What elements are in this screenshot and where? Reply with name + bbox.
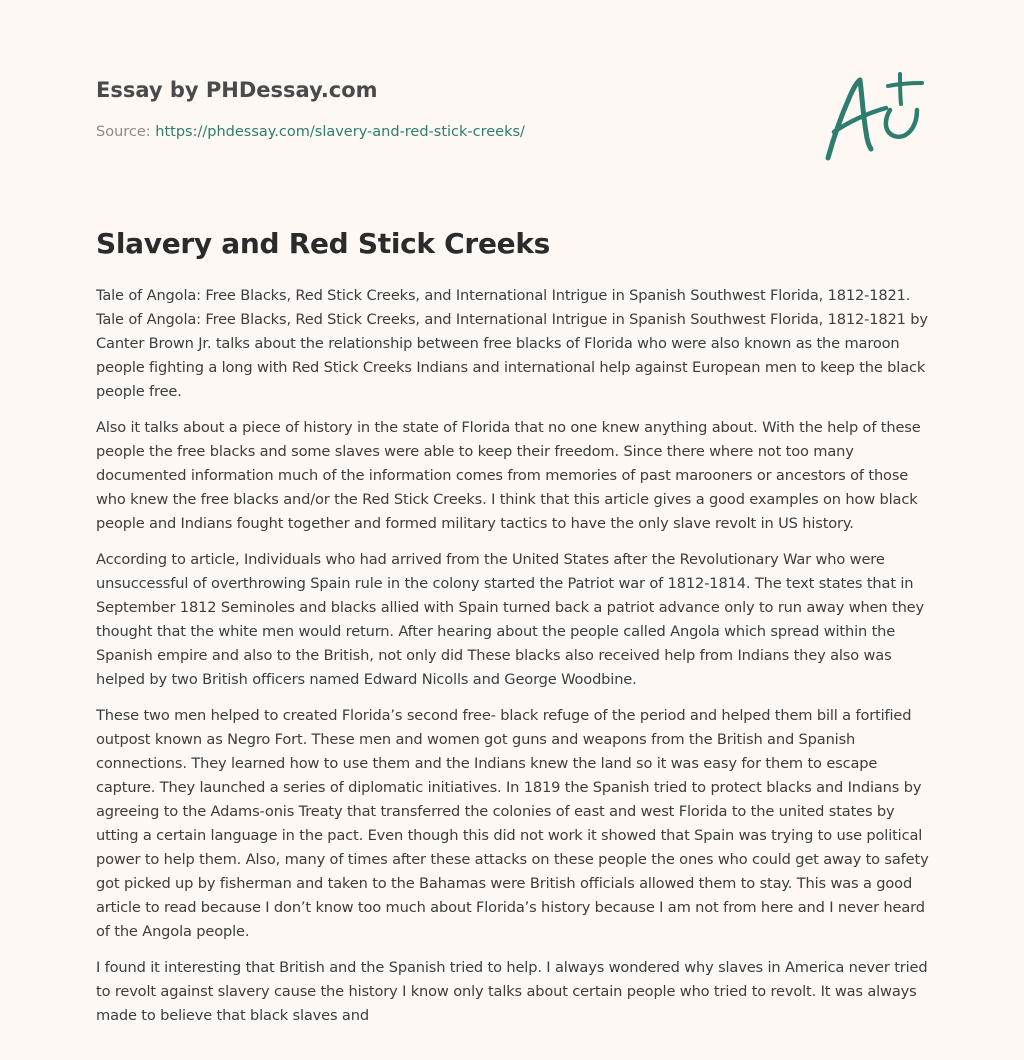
paragraph: I found it interesting that British and the Spanish tried to help. I always wondered why slaves in America never tried to revolt against slavery cause the history I know only talks about certain people who tried to revolt. It was always made to believe that black slaves and <box>96 959 928 1024</box>
page-title: Slavery and Red Stick Creeks <box>96 227 551 260</box>
source-link[interactable]: https://phdessay.com/slavery-and-red-stick-creeks/ <box>155 124 525 140</box>
paragraph: Also it talks about a piece of history in the state of Florida that no one knew anything about. With the help of these people the free blacks and some slaves were able to keep their freedom. Since there where not too many documented information much of the information comes from memories of past marooners or ancestors of those who knew the free blacks and/or the Red Stick Creeks. I think that this article gives a good examples on how black people and Indians fought together and formed military tactics to have the only slave revolt in US history. <box>96 419 921 532</box>
article-body <box>96 284 932 1040</box>
essay-header <box>96 70 796 142</box>
source-line <box>96 122 796 142</box>
paragraph: These two men helped to created Florida’s second free- black refuge of the period and helped them bill a fortified outpost known as Negro Fort. These men and women got guns and weapons from the British and Spanish connections. They learned how to use them and the Indians knew the land so it was easy for them to escape capture. They launched a series of diplomatic initiatives. In 1819 the Spanish tried to protect blacks and Indians by agreeing to the Adams-onis Treaty that transferred the colonies of east and west Florida to the united states by utting a certain language in the pact. Even though this did not work it showed that Spain was trying to use political power to help them. Also, many of times after these attacks on these people the ones who could get away to safety got picked up by fisherman and taken to the Bahamas were British officials allowed them to stay. This was a good article to read because I don’t know too much about Florida’s history because I am not from here and I never heard of the Angola people. <box>96 707 929 940</box>
source-label: Source: <box>96 124 156 140</box>
a-plus-grade-icon <box>820 66 928 166</box>
paragraph: Tale of Angola: Free Blacks, Red Stick Creeks, and International Intrigue in Spanish Southwest Florida, 1812-1821. Tale of Angola: Free Blacks, Red Stick Creeks, and International Intrigue in Spanish Southwest Florida, 1812-1821 by Canter Brown Jr. talks about the relationship between free blacks of Florida who were also known as the maroon people fighting a long with Red Stick Creeks Indians and international help against European men to keep the black people free. <box>96 287 928 400</box>
paragraph: According to article, Individuals who had arrived from the United States after the Revolutionary War who were unsuccessful of overthrowing Spain rule in the colony started the Patriot war of 1812-1814. The text states that in September 1812 Seminoles and blacks allied with Spain turned back a patriot advance only to run away when they thought that the white men would return. After hearing about the people called Angola which spread within the Spanish empire and also to the British, not only did These blacks also received help from Indians they also was helped by two British officers named Edward Nicolls and George Woodbine. <box>96 551 924 688</box>
brand-title: Essay by PHDessay.com <box>96 78 378 102</box>
